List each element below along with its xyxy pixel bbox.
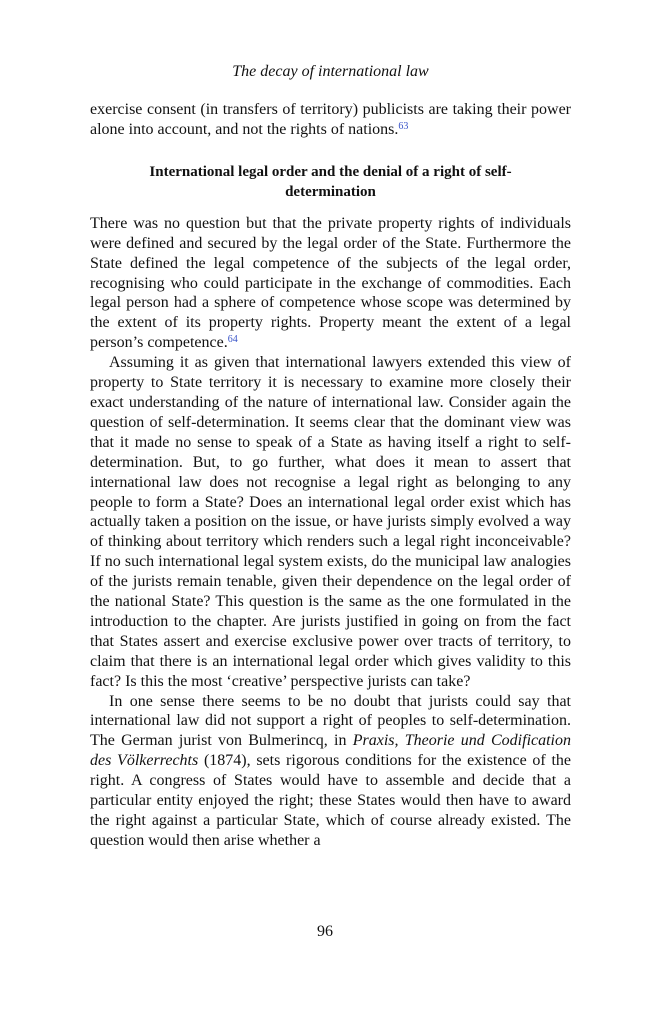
paragraph-continuation <box>90 100 571 140</box>
page-body <box>90 62 571 851</box>
book-title: Praxis, Theorie und Codification des Völkerrechts <box>90 732 572 770</box>
paragraph: Assuming it as given that international lawyers extended this view of property to State territory it is necessary to examine more closely their exact understanding of the nature of international law. Consider again the question of self-determination. It seems clear that the dominant view was that it made no sense to speak of a State as having itself a right to self-determination. But, to go further, what does it mean to assert that international law does not recognise a legal right as belonging to any people to form a State? Does an international legal order exist which has actually taken a position on the issue, or have jurists simply evolved a way of thinking about territory which renders such a legal right inconceivable? If no such international legal system exists, do the municipal law analogies of the jurists remain tenable, given their dependence on the legal order of the national State? This question is the same as the one formulated in the introduction to the chapter. Are jurists justified in going on from the fact that States assert and exercise exclusive power over tracts of territory, to claim that there is an international legal order which gives validity to this fact? Is this the most ‘creative’ perspective jurists can take? <box>90 354 571 690</box>
paragraph-text: (1874), sets rigorous conditions for the existence of the right. A congress of States would have to assemble and decide that a particular entity enjoyed the right; these States would then have to award the right against a particular State, which of course already existed. The question would then arise whether a <box>90 752 572 849</box>
footnote-marker[interactable]: 64 <box>227 334 238 346</box>
paragraph-text: In one sense there seems to be no doubt that jurists could say that international law did not support a right of peoples to self-determination. The German jurist von Bulmerincq, in <box>90 692 571 750</box>
paragraph <box>90 692 571 851</box>
section-heading: International legal order and the denial of a right of self-determination <box>149 163 512 200</box>
running-head: The decay of international law <box>232 63 429 80</box>
paragraph <box>90 214 571 353</box>
footnote-marker[interactable]: 63 <box>398 120 409 132</box>
page-number: 96 <box>317 923 333 940</box>
paragraph-text: There was no question but that the private property rights of individuals were defined and secured by the legal order of the State. Furthermore the State defined the legal competence of the subjects of the legal order, recognising who could participate in the exchange of commodities. Each legal person had a sphere of competence whose scope was determined by the extent of its property rights. Property meant the extent of a legal person’s competence. <box>90 214 571 352</box>
paragraph-text: exercise consent (in transfers of territory) publicists are taking their power alone into account, and not the rights of nations. <box>90 101 571 138</box>
